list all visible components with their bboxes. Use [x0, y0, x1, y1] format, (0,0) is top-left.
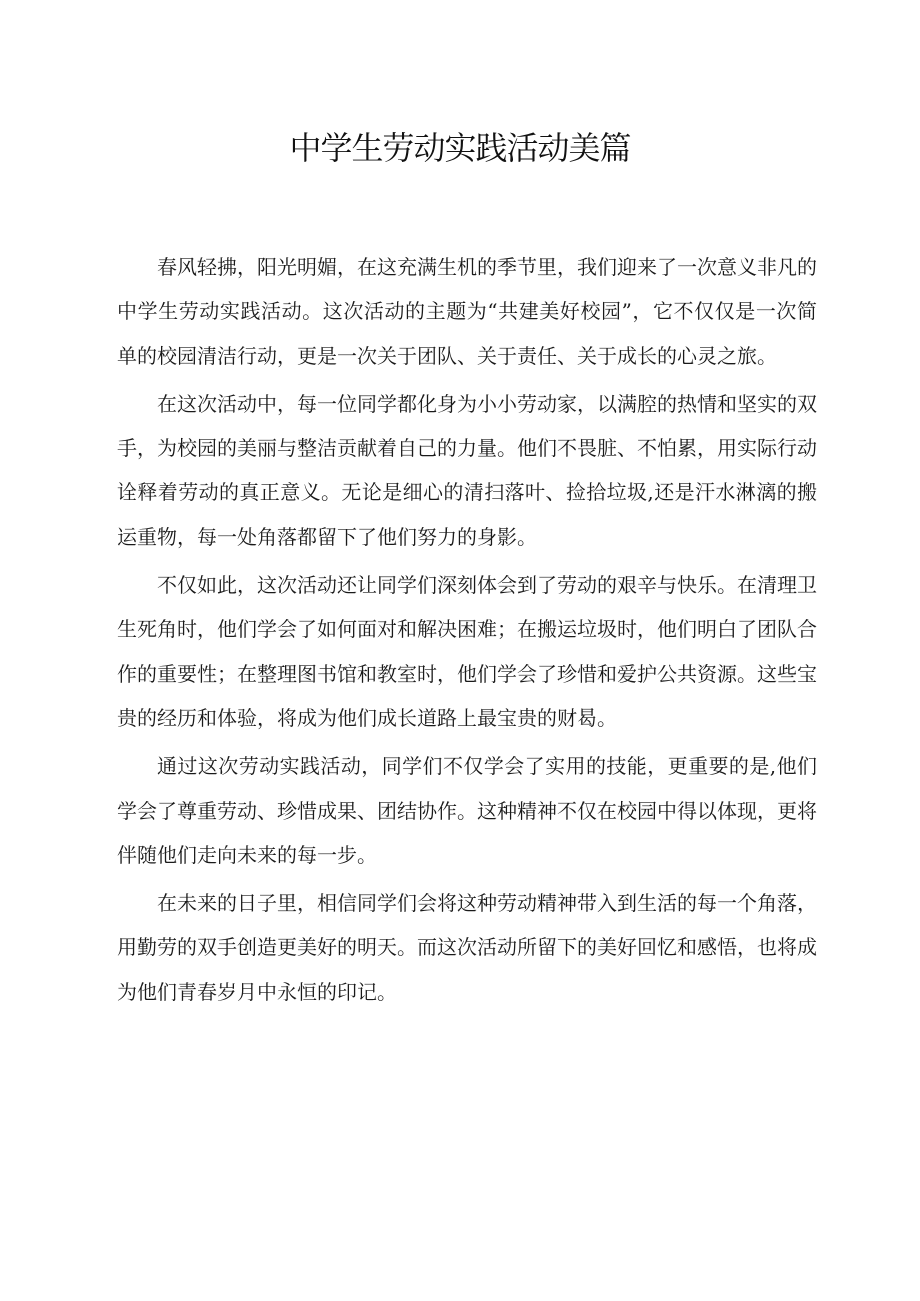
- paragraph-4: 通过这次劳动实践活动，同学们不仅学会了实用的技能，更重要的是,他们学会了尊重劳动、珍惜成果、团结协作。这种精神不仅在校园中得以体现，更将伴随他们走向未来的每一步。: [117, 754, 817, 867]
- paragraph-1: 春风轻拂，阳光明媚，在这充满生机的季节里，我们迎来了一次意义非凡的中学生劳动实践活动。这次活动的主题为“共建美好校园”，它不仅仅是一次简单的校园清洁行动，更是一次关于团队、关于责任、关于成长的心灵之旅。: [117, 255, 817, 368]
- paragraph-5: 在未来的日子里，相信同学们会将这种劳动精神带入到生活的每一个角落，用勤劳的双手创造更美好的明天。而这次活动所留下的美好回忆和感悟，也将成为他们青春岁月中永恒的印记。: [117, 891, 817, 1004]
- document-title: 中学生劳动实践活动美篇: [289, 129, 631, 167]
- paragraph-2: 在这次活动中，每一位同学都化身为小小劳动家，以满腔的热情和坚实的双手，为校园的美丽与整洁贡献着自己的力量。他们不畏脏、不怕累，用实际行动诠释着劳动的真正意义。无论是细心的清扫落叶、捡拾垃圾,还是汗水淋漓的搬运重物，每一处角落都留下了他们努力的身影。: [117, 391, 817, 549]
- document-body: [117, 245, 817, 1018]
- paragraph-3: 不仅如此，这次活动还让同学们深刻体会到了劳动的艰辛与快乐。在清理卫生死角时，他们学会了如何面对和解决困难；在搬运垃圾时，他们明白了团队合作的重要性；在整理图书馆和教室时，他们学会了珍惜和爱护公共资源。这些宝贵的经历和体验，将成为他们成长道路上最宝贵的财曷。: [117, 573, 817, 730]
